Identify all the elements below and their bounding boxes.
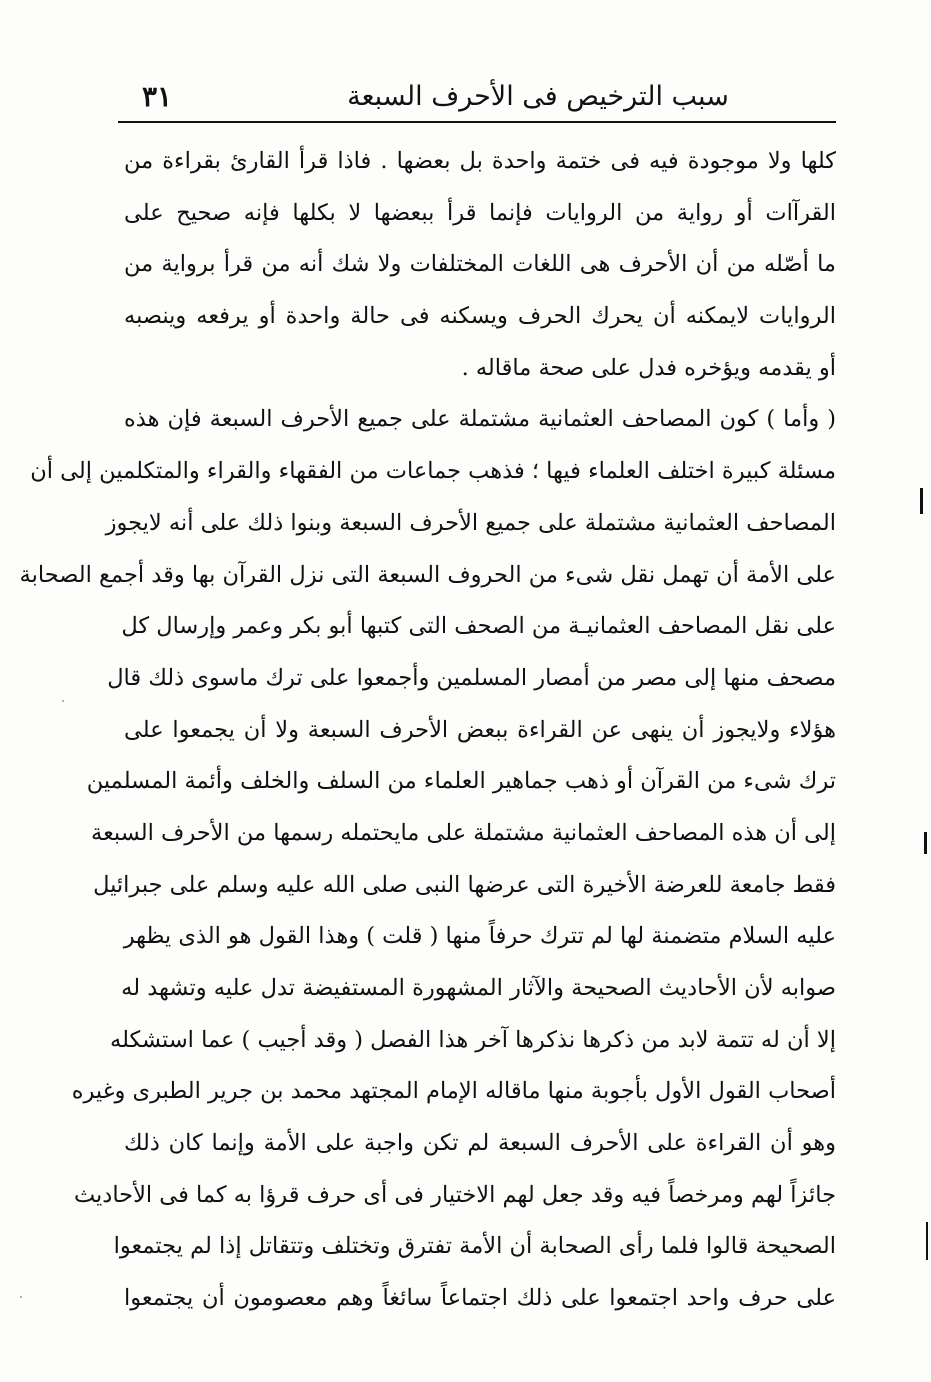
text-line: الروايات لايمكنه أن يحرك الحرف ويسكنه فى حالة واحدة أو يرفعه وينصبه [124, 303, 836, 330]
text-line: على الأمة أن تهمل نقل شىء من الحروف السبعة التى نزل القرآن بها وقد أجمع الصحابة [19, 561, 836, 588]
scan-mark [920, 488, 923, 514]
page-number: ٣١ [142, 80, 173, 113]
text-line: ترك شىء من القرآن أو ذهب جماهير العلماء من السلف والخلف وأئمة المسلمين [86, 768, 836, 795]
text-line: إلا أن له تتمة لابد من ذكرها نذكرها آخر هذا الفصل ( وقد أجيب ) عما استشكله [110, 1026, 836, 1053]
page-header [118, 78, 838, 118]
text-line: على حرف واحد اجتمعوا على ذلك اجتماعاً سائغاً وهم معصومون أن يجتمعوا [124, 1285, 836, 1312]
text-line: مصحف منها إلى مصر من أمصار المسلمين وأجمعوا على ترك ماسوى ذلك قال [107, 664, 836, 691]
running-title: سبب الترخيص فى الأحرف السبعة [347, 81, 729, 112]
text-line: القرآات أو رواية من الروايات فإنما قرأ ببعضها لا بكلها فإنه صحيح على [124, 199, 836, 226]
text-line: على نقل المصاحف العثمانيـة من الصحف التى كتبها أبو بكر وعمر وإرسال كل [121, 613, 836, 640]
scan-speck [62, 700, 64, 702]
text-line: المصاحف العثمانية مشتملة على جميع الأحرف السبعة وبنوا ذلك على أنه لايجوز [105, 509, 836, 536]
text-line: وهو أن القراءة على الأحرف السبعة لم تكن واجبة على الأمة وإنما كان ذلك [124, 1130, 836, 1157]
text-line: أصحاب القول الأول بأجوبة منها ماقاله الإمام المجتهد محمد بن جرير الطبرى وغيره [71, 1078, 836, 1105]
text-line: إلى أن هذه المصاحف العثمانية مشتملة على مايحتمله رسمها من الأحرف السبعة [91, 819, 836, 846]
scan-speck [20, 1296, 22, 1298]
text-line: ( وأما ) كون المصاحف العثمانية مشتملة على جميع الأحرف السبعة فإن هذه [124, 406, 836, 433]
text-line: هؤلاء ولايجوز أن ينهى عن القراءة ببعض الأحرف السبعة ولا أن يجمعوا على [124, 716, 836, 743]
body-text [19, 136, 836, 1325]
text-line: جائزاً لهم ومرخصاً فيه وقد جعل لهم الاختيار فى أى حرف قرؤا به كما فى الأحاديث [73, 1181, 836, 1208]
text-line: صوابه لأن الأحاديث الصحيحة والآثار المشهورة المستفيضة تدل عليه وتشهد له [121, 975, 836, 1001]
text-line: أو يقدمه ويؤخره فدل على صحة ماقاله . [461, 354, 836, 381]
text-line: عليه السلام متضمنة لها لم تترك حرفاً منها ( قلت ) وهذا القول هو الذى يظهر [123, 923, 836, 950]
text-line: كلها ولا موجودة فيه فى ختمة واحدة بل بعضها . فاذا قرأ القارئ بقراءة من [124, 148, 836, 174]
scan-mark [924, 832, 927, 854]
scan-mark [926, 1222, 928, 1260]
text-line: مسئلة كبيرة اختلف العلماء فيها ؛ فذهب جماعات من الفقهاء والقراء والمتكلمين إلى أن [30, 458, 836, 485]
text-line: ما أصّله من أن الأحرف هى اللغات المختلفات ولا شك أنه من قرأ برواية من [124, 251, 836, 278]
header-rule [118, 121, 836, 123]
text-line: فقط جامعة للعرضة الأخيرة التى عرضها النبى صلى الله عليه وسلم على جبرائيل [93, 871, 836, 898]
text-line: الصحيحة قالوا فلما رأى الصحابة أن الأمة تفترق وتختلف وتتقاتل إذا لم يجتمعوا [113, 1233, 836, 1260]
